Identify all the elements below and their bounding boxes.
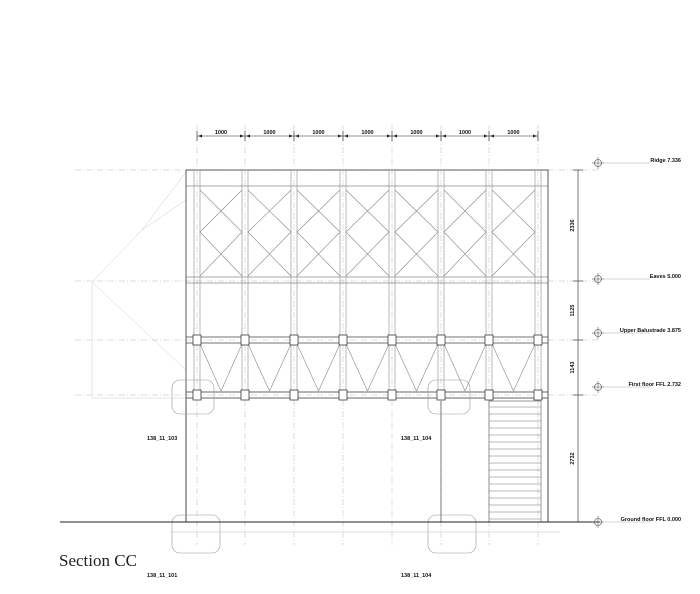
- dimension-arrow: [393, 135, 397, 138]
- post-block: [193, 390, 201, 400]
- bay-dimension-label: 1000: [263, 130, 276, 136]
- level-markers: [592, 157, 681, 528]
- roof-diagonal: [92, 282, 186, 370]
- dimension-arrow: [198, 135, 202, 138]
- dimension-arrow: [344, 135, 348, 138]
- post-block: [437, 390, 445, 400]
- post-block: [339, 390, 347, 400]
- roof-outline: [92, 172, 186, 398]
- truss-diagonal: [297, 344, 319, 391]
- post-block: [485, 390, 493, 400]
- truss-diagonal: [368, 344, 390, 391]
- dimension-arrow: [490, 135, 494, 138]
- truss-diagonal: [200, 344, 221, 391]
- level-label: Ridge 7.336: [650, 158, 681, 164]
- dimension-arrow: [338, 135, 342, 138]
- vertical-dimension-label: 1143: [570, 361, 576, 374]
- dimension-arrow: [295, 135, 299, 138]
- vertical-dimension-label: 2732: [570, 452, 576, 465]
- post-block: [290, 335, 298, 345]
- dimension-arrow: [442, 135, 446, 138]
- dimension-arrow: [387, 135, 391, 138]
- post-block: [388, 335, 396, 345]
- post-block: [437, 335, 445, 345]
- post-block: [534, 335, 542, 345]
- bay-dimension-label: 1000: [458, 130, 472, 136]
- vertical-dimension-chain: [570, 170, 583, 522]
- grid-lines: [75, 125, 600, 545]
- frame-structure: [60, 170, 600, 553]
- detail-reference-label: 138_11_103: [147, 436, 178, 442]
- detail-bubble: [428, 515, 476, 553]
- post-block: [485, 335, 493, 345]
- staircase: [489, 401, 541, 522]
- outer-frame: [186, 170, 548, 522]
- bay-dimension-label: 1000: [361, 130, 374, 136]
- truss-diagonal: [417, 344, 439, 391]
- post-block: [241, 335, 249, 345]
- bay-dimension-label: 1000: [312, 130, 325, 136]
- detail-references: [147, 436, 432, 579]
- post-block: [339, 335, 347, 345]
- post-block: [241, 390, 249, 400]
- bay-dimension-label: 1000: [507, 130, 520, 136]
- truss-diagonal: [270, 344, 292, 391]
- truss-diagonal: [514, 344, 536, 391]
- truss-diagonal: [395, 344, 417, 391]
- truss-diagonal: [221, 344, 242, 391]
- section-title: Section CC: [59, 551, 137, 570]
- dimension-arrow: [484, 135, 488, 138]
- truss-diagonal: [319, 344, 341, 391]
- dimension-arrow: [436, 135, 440, 138]
- post-block: [290, 390, 298, 400]
- detail-bubble: [172, 515, 220, 553]
- level-label: First floor FFL 2.732: [628, 382, 681, 388]
- detail-reference-label: 138_11_104: [401, 573, 432, 579]
- bay-dimension-label: 1000: [214, 130, 228, 136]
- roof-diagonal: [142, 200, 186, 230]
- truss-diagonal: [248, 344, 270, 391]
- truss-diagonal: [492, 344, 514, 391]
- truss-diagonal: [465, 344, 486, 391]
- vertical-dimension-label: 1125: [570, 304, 576, 317]
- post-block: [193, 335, 201, 345]
- level-label: Eaves 5.000: [649, 274, 681, 280]
- dimension-arrow: [246, 135, 250, 138]
- level-label: Upper Balustrade 3.875: [619, 328, 681, 334]
- detail-reference-label: 138_11_101: [147, 573, 178, 579]
- post-block: [388, 390, 396, 400]
- dimension-arrow: [240, 135, 244, 138]
- dimension-arrow: [289, 135, 293, 138]
- detail-reference-label: 138_11_104: [401, 436, 432, 442]
- truss-diagonal: [346, 344, 368, 391]
- detail-bubble: [428, 380, 470, 414]
- truss-diagonal: [444, 344, 465, 391]
- bay-dimension-label: 1000: [410, 130, 423, 136]
- dimension-arrow: [533, 135, 537, 138]
- level-label: Ground floor FFL 0.000: [620, 517, 681, 523]
- post-block: [534, 390, 542, 400]
- vertical-dimension-label: 2336: [570, 219, 576, 232]
- top-dimension-chain: [197, 130, 538, 141]
